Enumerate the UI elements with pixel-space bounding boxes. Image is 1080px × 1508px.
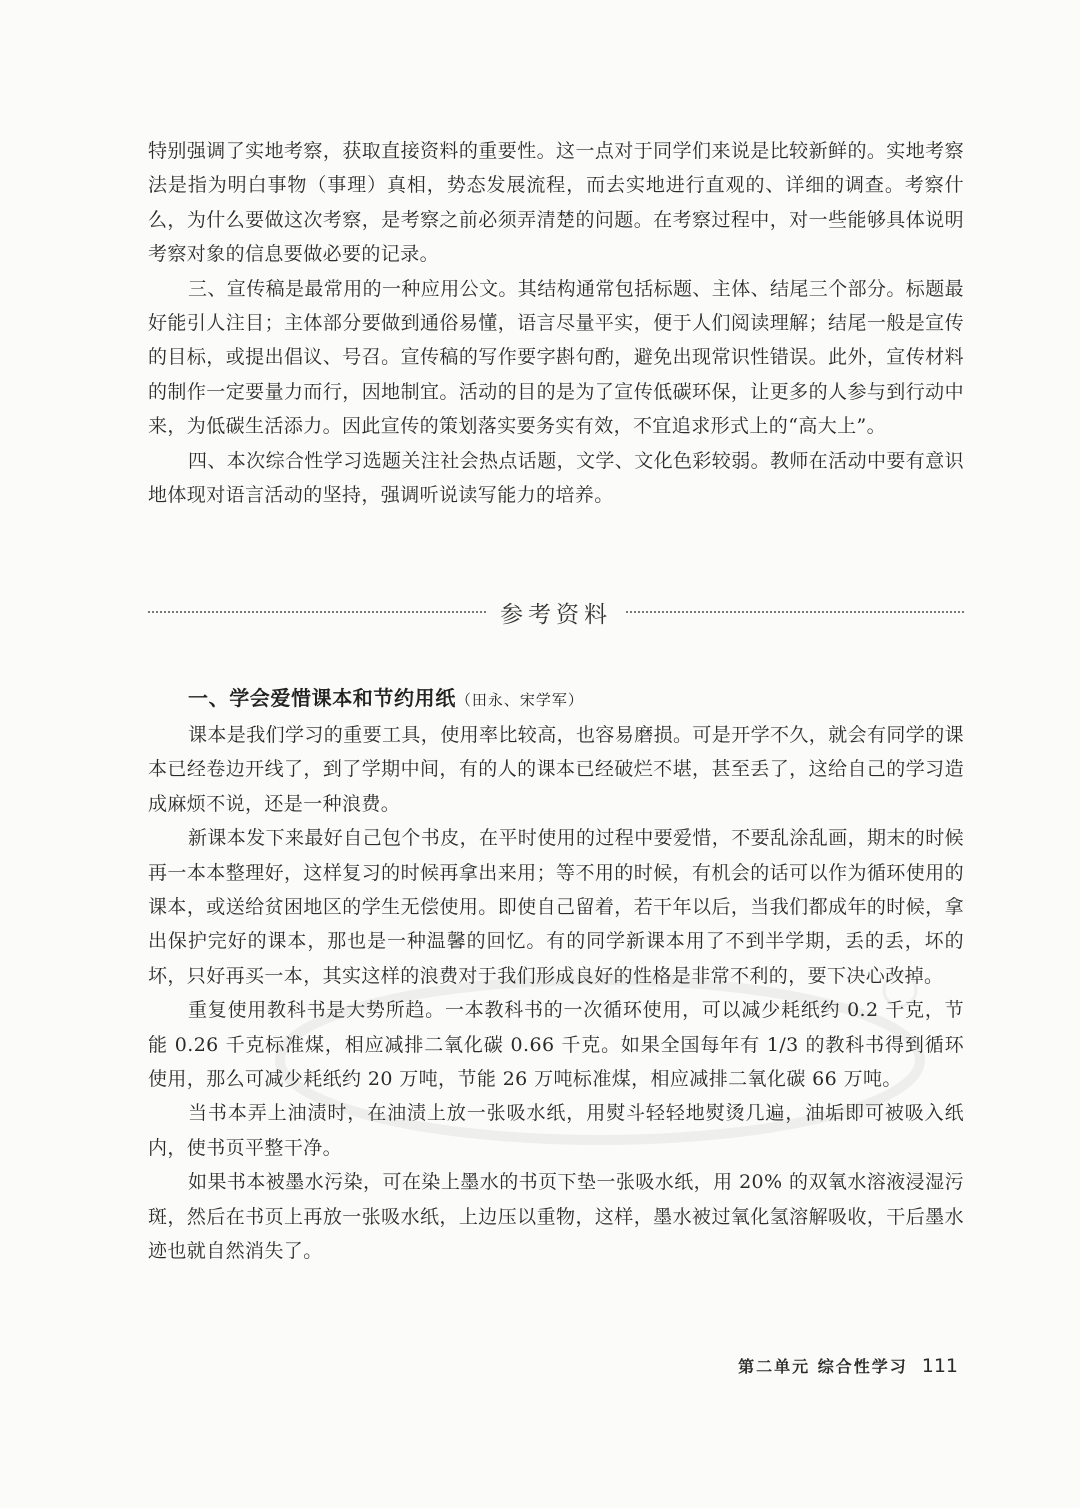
reference-paragraph: 课本是我们学习的重要工具，使用率比较高，也容易磨损。可是开学不久，就会有同学的课本已经卷边开线了，到了学期中间，有的人的课本已经破烂不堪，甚至丢了，这给自己的学习造成麻烦不说，还是一种浪费。 bbox=[148, 724, 965, 815]
dotted-rule-left bbox=[148, 611, 486, 613]
article-byline: （田永、宋学军） bbox=[455, 691, 584, 709]
article-heading bbox=[188, 682, 584, 711]
reference-text bbox=[148, 718, 964, 1269]
reference-paragraph: 当书本弄上油渍时，在油渍上放一张吸水纸，用熨斗轻轻地熨烫几遍，油垢即可被吸入纸内，使书页平整干净。 bbox=[148, 1102, 964, 1159]
article-title: 一、学会爱惜课本和节约用纸 bbox=[188, 686, 456, 710]
unit-label: 第二单元 综合性学习 bbox=[738, 1357, 908, 1376]
paragraph-four: 四、本次综合性学习选题关注社会热点话题，文学、文化色彩较弱。教师在活动中要有意识地体现对语言活动的坚持，强调听说读写能力的培养。 bbox=[148, 449, 965, 507]
section-title: 参考资料 bbox=[500, 601, 612, 628]
reference-paragraph: 如果书本被墨水污染，可在染上墨水的书页下垫一张吸水纸，用 20% 的双氧水溶液浸湿污斑，然后在书页上再放一张吸水纸，上边压以重物，这样，墨水被过氧化氢溶解吸收，干后墨水迹也就自然消失了。 bbox=[148, 1171, 964, 1263]
reference-paragraph: 重复使用教科书是大势所趋。一本教科书的一次循环使用，可以减少耗纸约 0.2 千克，节能 0.26 千克标准煤，相应减排二氧化碳 0.66 千克。如果全国每年有 1/3 的教科书得到循环使用，那么可减少耗纸约 20 万吨，节能 26 万吨标准煤，相应减排二氧化碳 66 万吨。 bbox=[148, 999, 964, 1091]
continued-text bbox=[148, 134, 964, 512]
dotted-rule-right bbox=[626, 611, 964, 613]
paragraph-three: 三、宣传稿是最常用的一种应用公文。其结构通常包括标题、主体、结尾三个部分。标题最好能引人注目；主体部分要做到通俗易懂，语言尽量平实，便于人们阅读理解；结尾一般是宣传的目标，或提出倡议、号召。宣传稿的写作要字斟句酌，避免出现常识性错误。此外，宣传材料的制作一定要量力而行，因地制宜。活动的目的是为了宣传低碳环保，让更多的人参与到行动中来，为低碳生活添力。因此宣传的策划落实要务实有效，不宜追求形式上的“高大上”。 bbox=[148, 277, 965, 438]
page-number: 111 bbox=[921, 1355, 958, 1377]
paragraph-continued: 特别强调了实地考察，获取直接资料的重要性。这一点对于同学们来说是比较新鲜的。实地考察法是指为明白事物（事理）真相，势态发展流程，而去实地进行直观的、详细的调查。考察什么，为什么要做这次考察，是考察之前必须弄清楚的问题。在考察过程中，对一些能够具体说明考察对象的信息要做必要的记录。 bbox=[148, 140, 964, 266]
section-divider bbox=[148, 590, 964, 634]
page-footer bbox=[738, 1354, 958, 1377]
reference-paragraph: 新课本发下来最好自己包个书皮，在平时使用的过程中要爱惜，不要乱涂乱画，期末的时候再一本本整理好，这样复习的时候再拿出来用；等不用的时候，有机会的话可以作为循环使用的课本，或送给贫困地区的学生无偿使用。即使自己留着，若干年以后，当我们都成年的时候，拿出保护完好的课本，那也是一种温馨的回忆。有的同学新课本用了不到半学期，丢的丢，坏的坏，只好再买一本，其实这样的浪费对于我们形成良好的性格是非常不利的，要下决心改掉。 bbox=[148, 827, 965, 987]
